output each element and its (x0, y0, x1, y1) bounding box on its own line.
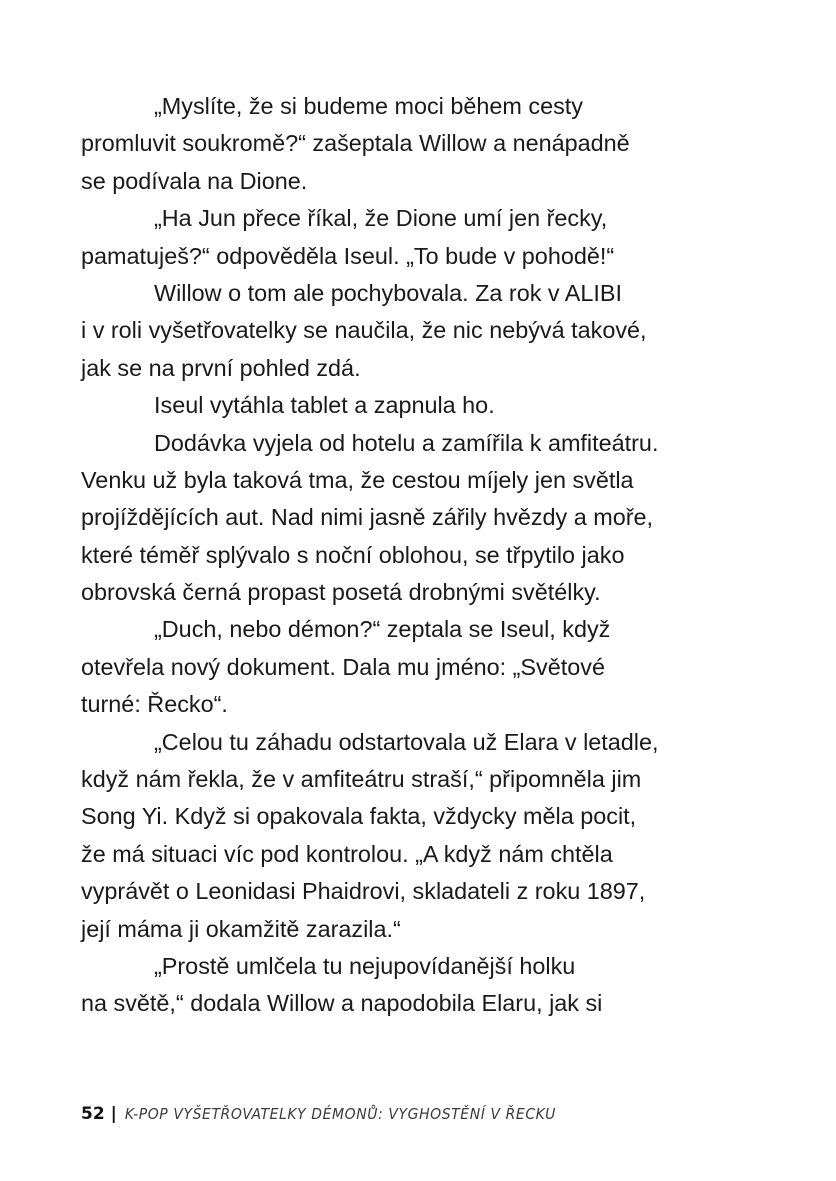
text-line: Song Yi. Když si opakovala fakta, vždycky měla pocit, (81, 803, 637, 830)
running-title: K-POP VYŠETŘOVATELKY DÉMONŮ: VYGHOSTĚNÍ V ŘECKU (124, 1105, 556, 1123)
page-footer (81, 1100, 556, 1128)
text-line: se podívala na Dione. (81, 167, 308, 194)
paragraph-first-line: „Myslíte, že si budeme moci během cesty (154, 93, 583, 119)
text-line: otevřela nový dokument. Dala mu jméno: „Světové (81, 653, 605, 680)
text-line: Venku už byla taková tma, že cestou míjely jen světla (81, 466, 634, 493)
text-line: jak se na první pohled zdá. (81, 354, 361, 381)
text-line: že má situaci víc pod kontrolou. „A když nám chtěla (81, 840, 613, 867)
paragraph-first-line: „Duch, nebo démon?“ zeptala se Iseul, když (154, 616, 611, 643)
paragraph-first-line: Willow o tom ale pochybovala. Za rok v ALIBI (154, 279, 623, 306)
text-line: když nám řekla, že v amfiteátru straší,“ připomněla jim (81, 766, 642, 793)
text-line: které téměř splývalo s noční oblohou, se třpytilo jako (81, 541, 625, 568)
footer-separator: | (110, 1104, 117, 1124)
text-line: její máma ji okamžitě zarazila.“ (81, 915, 401, 942)
text-line: turné: Řecko“. (81, 691, 228, 718)
paragraph-first-line: Dodávka vyjela od hotelu a zamířila k amfiteátru. (154, 429, 659, 456)
text-line: na světě,“ dodala Willow a napodobila Elaru, jak si (81, 990, 603, 1017)
text-line: projíždějících aut. Nad nimi jasně zářily hvězdy a moře, (81, 504, 654, 531)
page-number: 52 (81, 1104, 105, 1124)
paragraph-first-line: „Ha Jun přece říkal, že Dione umí jen řecky, (154, 205, 608, 232)
text-line: vyprávět o Leonidasi Phaidrovi, skladateli z roku 1897, (81, 878, 646, 905)
text-line: i v roli vyšetřovatelky se naučila, že nic nebývá takové, (81, 317, 647, 344)
text-line: promluvit soukromě?“ zašeptala Willow a nenápadně (81, 130, 630, 157)
text-line: pamatuješ?“ odpověděla Iseul. „To bude v pohodě!“ (81, 242, 615, 269)
paragraph-first-line: „Prostě umlčela tu nejupovídanější holku (154, 952, 576, 979)
paragraph-first-line: „Celou tu záhadu odstartovala už Elara v letadle, (154, 728, 659, 755)
paragraph-first-line: Iseul vytáhla tablet a zapnula ho. (154, 392, 495, 419)
body-text (81, 88, 761, 1023)
text-line: obrovská černá propast posetá drobnými světélky. (81, 579, 601, 606)
